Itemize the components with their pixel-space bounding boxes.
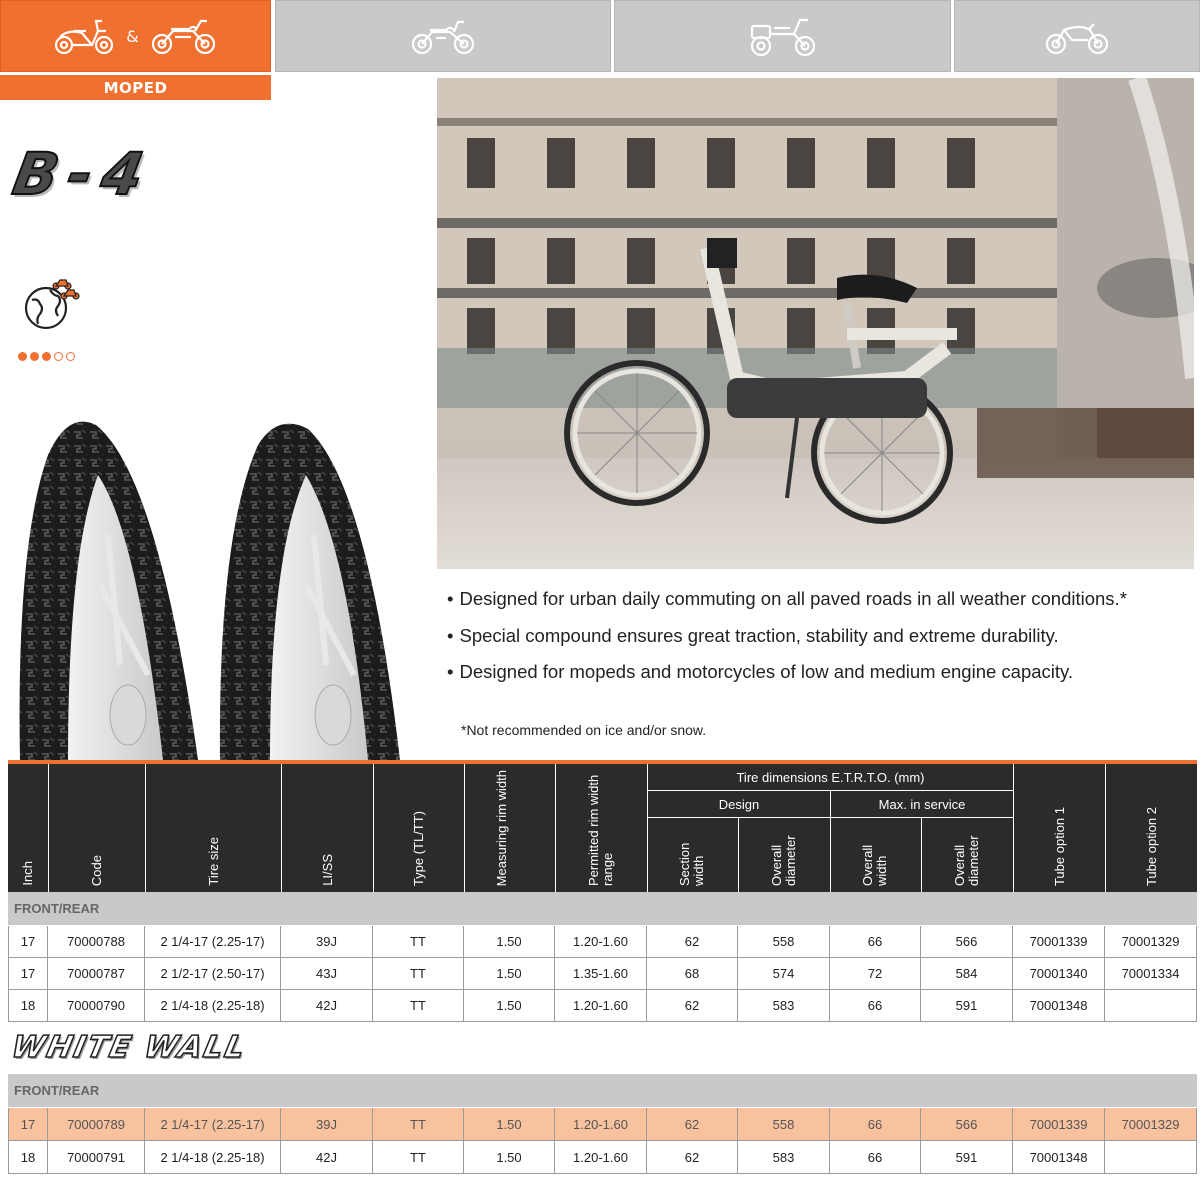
cell-type: TT xyxy=(373,990,464,1021)
cell-code: 70000788 xyxy=(48,926,145,957)
section-front-rear-white-wall: FRONT/REAR xyxy=(8,1074,1197,1107)
cell-overall-width: 72 xyxy=(830,958,921,989)
cell-tire-size: 2 1/2-17 (2.50-17) xyxy=(145,958,281,989)
rating-dot-filled xyxy=(30,352,39,361)
cell-section-width: 68 xyxy=(647,958,738,989)
cell-overall-width: 66 xyxy=(830,990,921,1021)
header-design: Design xyxy=(647,791,830,818)
cell-section-width: 62 xyxy=(647,1108,738,1140)
cell-tube-2: 70001334 xyxy=(1105,958,1197,989)
rating-dot-empty xyxy=(54,352,63,361)
cell-inch: 17 xyxy=(8,958,48,989)
table-row xyxy=(8,958,1197,990)
cell-tube-1: 70001339 xyxy=(1013,1108,1105,1140)
cell-tire-size: 2 1/4-18 (2.25-18) xyxy=(145,990,281,1021)
cell-permitted-rim: 1.35-1.60 xyxy=(555,958,647,989)
cell-code: 70000789 xyxy=(48,1108,145,1140)
cell-overall-diameter-max: 566 xyxy=(921,926,1013,957)
tab-active-label: MOPED xyxy=(0,75,271,100)
cell-permitted-rim: 1.20-1.60 xyxy=(555,926,647,957)
cell-section-width: 62 xyxy=(647,926,738,957)
cell-overall-width: 66 xyxy=(830,926,921,957)
cell-tire-size: 2 1/4-18 (2.25-18) xyxy=(145,1141,281,1173)
footnote: *Not recommended on ice and/or snow. xyxy=(461,722,707,738)
header-type: Type (TL/TT) xyxy=(373,764,464,892)
cell-measuring-rim: 1.50 xyxy=(464,990,555,1021)
cell-code: 70000791 xyxy=(48,1141,145,1173)
header-etrto: Tire dimensions E.T.R.T.O. (mm) xyxy=(647,764,1013,791)
cell-measuring-rim: 1.50 xyxy=(464,1108,555,1140)
cell-tube-2 xyxy=(1105,990,1197,1021)
model-logo xyxy=(8,140,204,220)
cell-overall-width: 66 xyxy=(830,1141,921,1173)
white-wall-title xyxy=(8,1030,312,1070)
feature-item: • Designed for urban daily commuting on all paved roads in all weather conditions.* xyxy=(447,586,1192,623)
feature-item: • Designed for mopeds and motorcycles of low and medium engine capacity. xyxy=(447,659,1192,696)
touring-motorcycle-icon xyxy=(748,14,818,58)
cell-li-ss: 42J xyxy=(281,990,373,1021)
rating-dot-empty xyxy=(66,352,75,361)
cell-tire-size: 2 1/4-17 (2.25-17) xyxy=(145,1108,281,1140)
header-code: Code xyxy=(48,764,145,892)
cell-inch: 18 xyxy=(8,990,48,1021)
scooter-icon xyxy=(52,17,116,55)
cell-li-ss: 39J xyxy=(281,1108,373,1140)
ampersand: & xyxy=(126,26,139,46)
cell-inch: 17 xyxy=(8,1108,48,1140)
cell-overall-diameter: 558 xyxy=(738,1108,830,1140)
sport-motorcycle-icon xyxy=(1044,16,1110,56)
cell-section-width: 62 xyxy=(647,990,738,1021)
cell-li-ss: 39J xyxy=(281,926,373,957)
cell-permitted-rim: 1.20-1.60 xyxy=(555,1141,647,1173)
section-front-rear: FRONT/REAR xyxy=(8,892,1197,925)
cell-tube-2 xyxy=(1105,1141,1197,1173)
header-tube-2: Tube option 2 xyxy=(1105,764,1197,892)
cell-overall-diameter: 583 xyxy=(738,1141,830,1173)
cell-overall-diameter: 574 xyxy=(738,958,830,989)
header-inch: Inch xyxy=(20,861,35,886)
header-overall-diameter: Overall diameter xyxy=(738,818,830,892)
cell-inch: 17 xyxy=(8,926,48,957)
cell-overall-diameter-max: 584 xyxy=(921,958,1013,989)
cell-overall-diameter: 583 xyxy=(738,990,830,1021)
feature-list xyxy=(447,586,1192,696)
global-usage-icon xyxy=(18,270,82,334)
cell-tube-1: 70001340 xyxy=(1013,958,1105,989)
cell-overall-diameter: 558 xyxy=(738,926,830,957)
cell-tire-size: 2 1/4-17 (2.25-17) xyxy=(145,926,281,957)
model-name: B-4 xyxy=(8,140,159,208)
header-overall-width: Overall width xyxy=(830,818,921,892)
cell-type: TT xyxy=(373,1108,464,1140)
cell-code: 70000787 xyxy=(48,958,145,989)
cell-code: 70000790 xyxy=(48,990,145,1021)
tire-product-image xyxy=(8,415,403,760)
cell-permitted-rim: 1.20-1.60 xyxy=(555,990,647,1021)
cell-measuring-rim: 1.50 xyxy=(464,926,555,957)
cell-overall-diameter-max: 566 xyxy=(921,1108,1013,1140)
cell-type: TT xyxy=(373,926,464,957)
cell-tube-2: 70001329 xyxy=(1105,1108,1197,1140)
table-row xyxy=(8,990,1197,1022)
naked-motorcycle-icon xyxy=(410,16,476,56)
white-wall-label: WHITE WALL xyxy=(8,1030,250,1065)
table-row xyxy=(8,1108,1197,1141)
header-li-ss: LI/SS xyxy=(281,764,373,892)
cell-tube-1: 70001348 xyxy=(1013,990,1105,1021)
header-overall-diameter-max: Overall diameter xyxy=(921,818,1013,892)
cell-tube-1: 70001339 xyxy=(1013,926,1105,957)
cell-inch: 18 xyxy=(8,1141,48,1173)
header-permitted-rim: Permitted rim width range xyxy=(555,764,647,892)
motorcycle-icon xyxy=(149,17,219,55)
cell-overall-diameter-max: 591 xyxy=(921,990,1013,1021)
table-row xyxy=(8,1141,1197,1174)
cell-measuring-rim: 1.50 xyxy=(464,1141,555,1173)
cell-type: TT xyxy=(373,1141,464,1173)
tab-moped[interactable] xyxy=(0,0,271,72)
tab-touring-motorcycle[interactable] xyxy=(614,0,951,72)
cell-overall-width: 66 xyxy=(830,1108,921,1140)
hero-photo-moped xyxy=(437,78,1194,569)
table-header xyxy=(8,764,1197,892)
table-row xyxy=(8,926,1197,958)
cell-li-ss: 42J xyxy=(281,1141,373,1173)
feature-item: • Special compound ensures great traction, stability and extreme durability. xyxy=(447,623,1192,660)
cell-li-ss: 43J xyxy=(281,958,373,989)
cell-tube-2: 70001329 xyxy=(1105,926,1197,957)
header-section-width: Section width xyxy=(647,818,738,892)
cell-type: TT xyxy=(373,958,464,989)
cell-section-width: 62 xyxy=(647,1141,738,1173)
rating-dots xyxy=(18,352,75,361)
cell-overall-diameter-max: 591 xyxy=(921,1141,1013,1173)
tab-naked-motorcycle[interactable] xyxy=(275,0,611,72)
rating-dot-filled xyxy=(42,352,51,361)
rating-dot-filled xyxy=(18,352,27,361)
cell-measuring-rim: 1.50 xyxy=(464,958,555,989)
header-measuring-rim: Measuring rim width xyxy=(464,764,555,892)
tab-sport-motorcycle[interactable] xyxy=(954,0,1200,72)
cell-tube-1: 70001348 xyxy=(1013,1141,1105,1173)
cell-permitted-rim: 1.20-1.60 xyxy=(555,1108,647,1140)
header-tire-size: Tire size xyxy=(145,764,281,892)
header-tube-1: Tube option 1 xyxy=(1013,764,1105,892)
header-max-service: Max. in service xyxy=(830,791,1013,818)
